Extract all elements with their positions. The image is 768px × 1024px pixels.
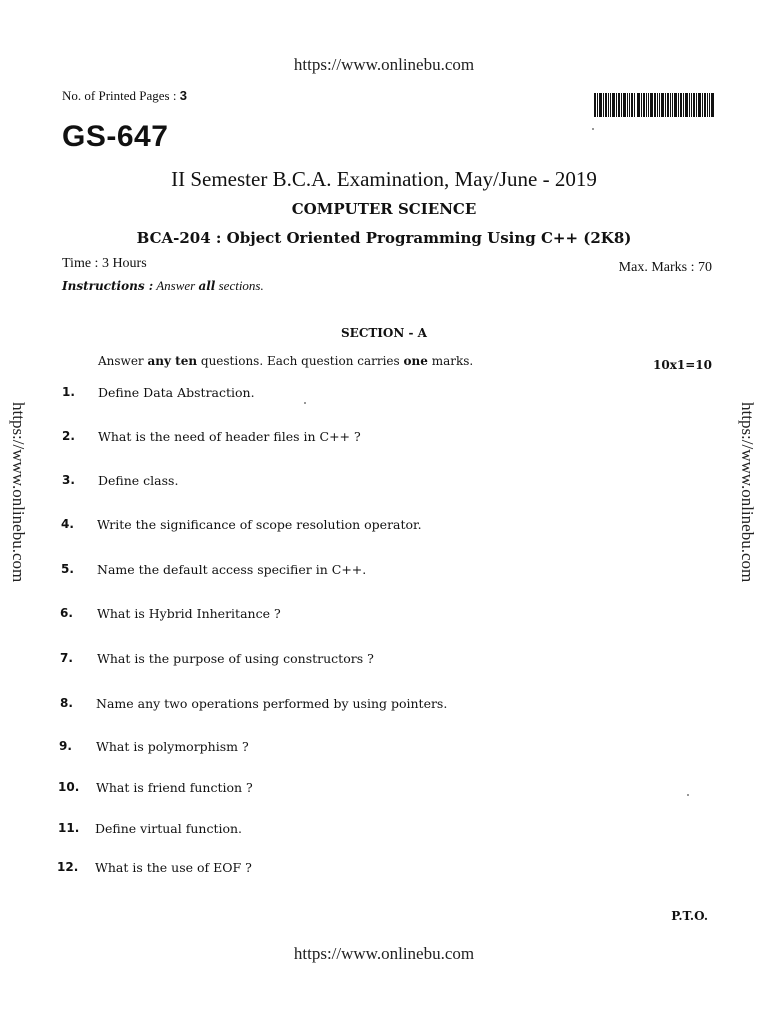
instructions: [62, 278, 264, 294]
instructions-emph: all: [198, 279, 216, 293]
section-instruction: [98, 354, 473, 368]
max-marks: Max. Marks : 70: [618, 260, 712, 275]
barcode-icon: [594, 93, 714, 117]
section-score: 10x1=10: [653, 358, 712, 372]
question-text: Define Data Abstraction.: [98, 385, 255, 400]
question-number: 8.: [60, 696, 73, 710]
scan-speck: [304, 402, 306, 404]
question-number: 2.: [62, 429, 75, 443]
question-number: 10.: [58, 780, 80, 794]
time-duration: Time : 3 Hours: [62, 256, 147, 271]
question-number: 1.: [62, 385, 75, 399]
answer-one: one: [403, 354, 428, 368]
question-number: 5.: [61, 562, 74, 576]
question-text: What is polymorphism ?: [96, 739, 249, 754]
pto-label: P.T.O.: [671, 909, 708, 923]
instructions-label: Instructions :: [62, 279, 154, 293]
question-text: Write the significance of scope resolution operator.: [97, 517, 422, 532]
paper-code: GS-647: [62, 120, 169, 153]
exam-title: II Semester B.C.A. Examination, May/June - 2019: [171, 167, 597, 191]
question-text: What is Hybrid Inheritance ?: [97, 606, 281, 621]
watermark-url-left: https://www.onlinebu.com: [9, 402, 28, 583]
instructions-text-after: sections.: [218, 278, 264, 293]
instructions-text-before: Answer: [156, 278, 196, 293]
answer-mid: questions. Each question carries: [200, 354, 400, 368]
question-number: 12.: [57, 860, 79, 874]
question-text: What is the use of EOF ?: [95, 860, 252, 875]
scan-speck: [592, 128, 594, 130]
question-number: 9.: [59, 739, 72, 753]
question-text: Name the default access specifier in C++.: [97, 562, 367, 577]
subject-title: COMPUTER SCIENCE: [291, 200, 477, 218]
question-text: What is the need of header files in C++ ?: [98, 429, 361, 444]
watermark-url-right: https://www.onlinebu.com: [738, 402, 757, 583]
question-number: 3.: [62, 473, 75, 487]
answer-prefix: Answer: [98, 354, 144, 368]
watermark-url-bottom: https://www.onlinebu.com: [293, 944, 475, 963]
question-text: What is friend function ?: [96, 780, 253, 795]
watermark-url-top: https://www.onlinebu.com: [293, 55, 475, 74]
printed-pages-label: No. of Printed Pages :: [62, 88, 177, 103]
course-title: BCA-204 : Object Oriented Programming Using C++ (2K8): [136, 229, 632, 247]
section-title: SECTION - A: [341, 326, 427, 340]
answer-suffix: marks.: [431, 354, 474, 368]
question-number: 6.: [60, 606, 73, 620]
printed-pages-value: 3: [179, 88, 187, 103]
question-number: 7.: [60, 651, 73, 665]
printed-pages: [62, 88, 187, 104]
question-text: Define virtual function.: [95, 821, 243, 836]
question-number: 11.: [58, 821, 80, 835]
question-text: What is the purpose of using constructors ?: [97, 651, 374, 666]
question-number: 4.: [61, 517, 74, 531]
question-text: Name any two operations performed by using pointers.: [96, 696, 448, 711]
scan-speck: [687, 794, 689, 796]
question-text: Define class.: [98, 473, 179, 488]
answer-count: any ten: [147, 354, 198, 368]
